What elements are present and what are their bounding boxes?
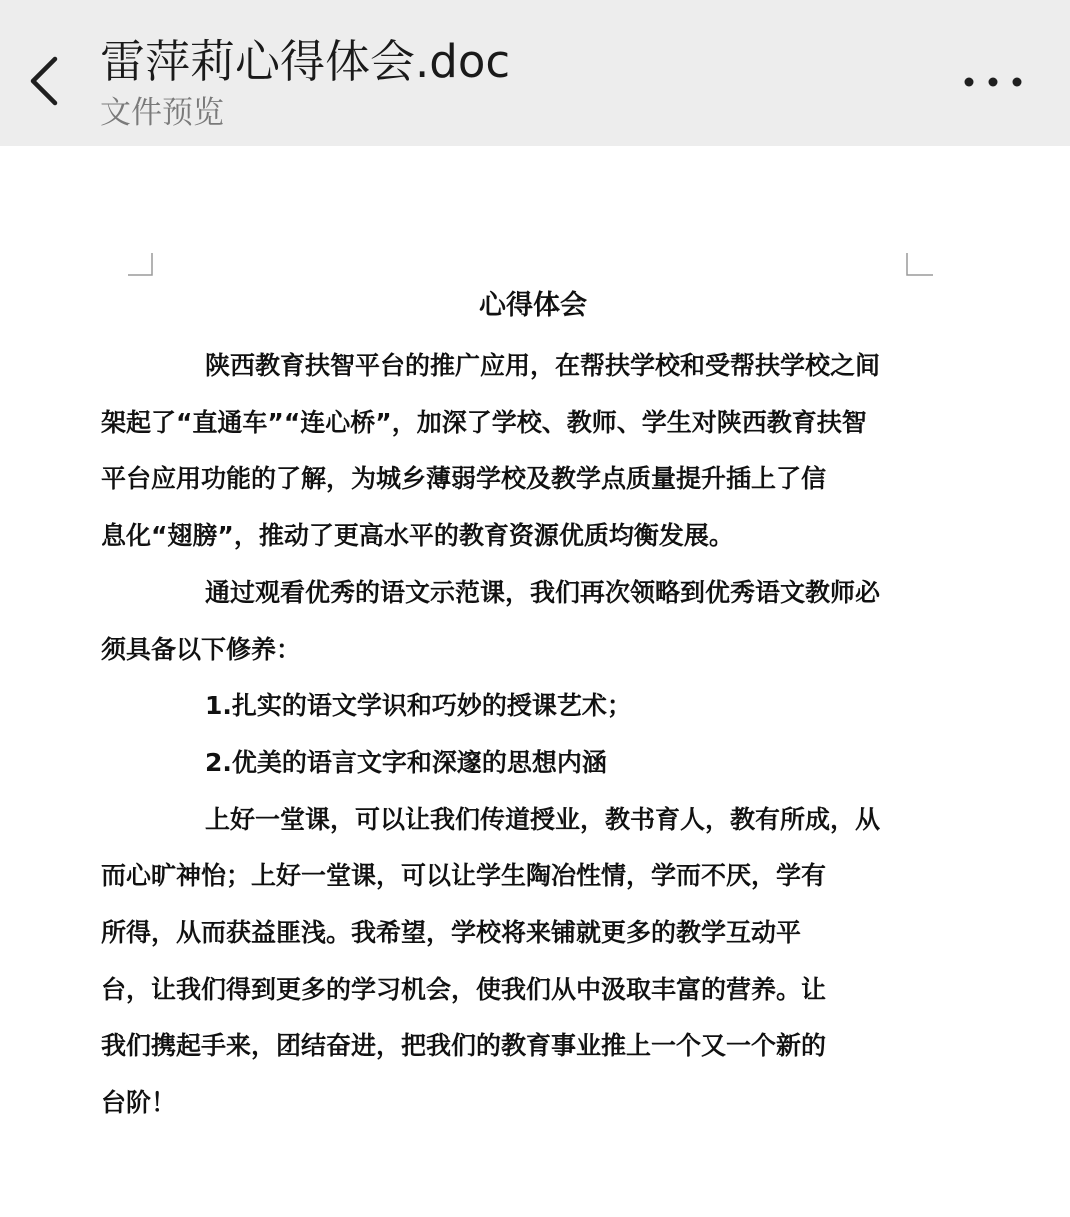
app-header bbox=[0, 0, 1070, 146]
paragraph-line: 我们携起手来，团结奋进，把我们的教育事业推上一个又一个新的 bbox=[101, 1031, 827, 1061]
paragraph-line: 须具备以下修养： bbox=[101, 634, 302, 664]
title-block bbox=[100, 34, 510, 134]
paragraph bbox=[101, 565, 913, 678]
page-corner-marker-right bbox=[905, 253, 933, 277]
paragraph-line: 陕西教育扶智平台的推广应用，在帮扶学校和受帮扶学校之间 bbox=[205, 351, 881, 380]
paragraph-line: 息化“翅膀”，推动了更高水平的教育资源优质均衡发展。 bbox=[101, 521, 734, 551]
document-title: 雷萍莉心得体会.doc bbox=[100, 35, 511, 88]
document-body bbox=[101, 282, 913, 1132]
more-horizontal-icon bbox=[961, 75, 1025, 89]
list-item: 2.优美的语言文字和深邃的思想内涵 bbox=[205, 747, 607, 777]
paragraph-line: 上好一堂课，可以让我们传道授业，教书育人，教有所成，从 bbox=[205, 804, 881, 834]
paragraph-line: 架起了“直通车”“连心桥”，加深了学校、教师、学生对陕西教育扶智 bbox=[101, 407, 867, 437]
paragraph-line: 台，让我们得到更多的学习机会，使我们从中汲取丰富的营养。让 bbox=[101, 974, 827, 1004]
document-subtitle: 文件预览 bbox=[100, 95, 224, 131]
paragraph-line: 通过观看优秀的语文示范课，我们再次领略到优秀语文教师必 bbox=[205, 577, 881, 607]
page-corner-marker-left bbox=[128, 253, 154, 277]
paragraph bbox=[101, 792, 913, 1132]
paragraph bbox=[101, 338, 913, 565]
more-options-button[interactable] bbox=[955, 56, 1031, 108]
list-item: 1.扎实的语文学识和巧妙的授课艺术； bbox=[205, 691, 632, 721]
paragraph-line: 而心旷神怡；上好一堂课，可以让学生陶冶性情，学而不厌，学有 bbox=[101, 861, 827, 891]
paragraph-line: 平台应用功能的了解，为城乡薄弱学校及教学点质量提升插上了信 bbox=[101, 464, 827, 494]
back-button[interactable] bbox=[14, 46, 74, 116]
chevron-left-icon bbox=[27, 55, 61, 107]
paragraph-line: 所得，从而获益匪浅。我希望，学校将来铺就更多的教学互动平 bbox=[101, 918, 802, 948]
paragraph-line: 台阶！ bbox=[101, 1088, 177, 1118]
document-heading: 心得体会 bbox=[479, 290, 587, 321]
